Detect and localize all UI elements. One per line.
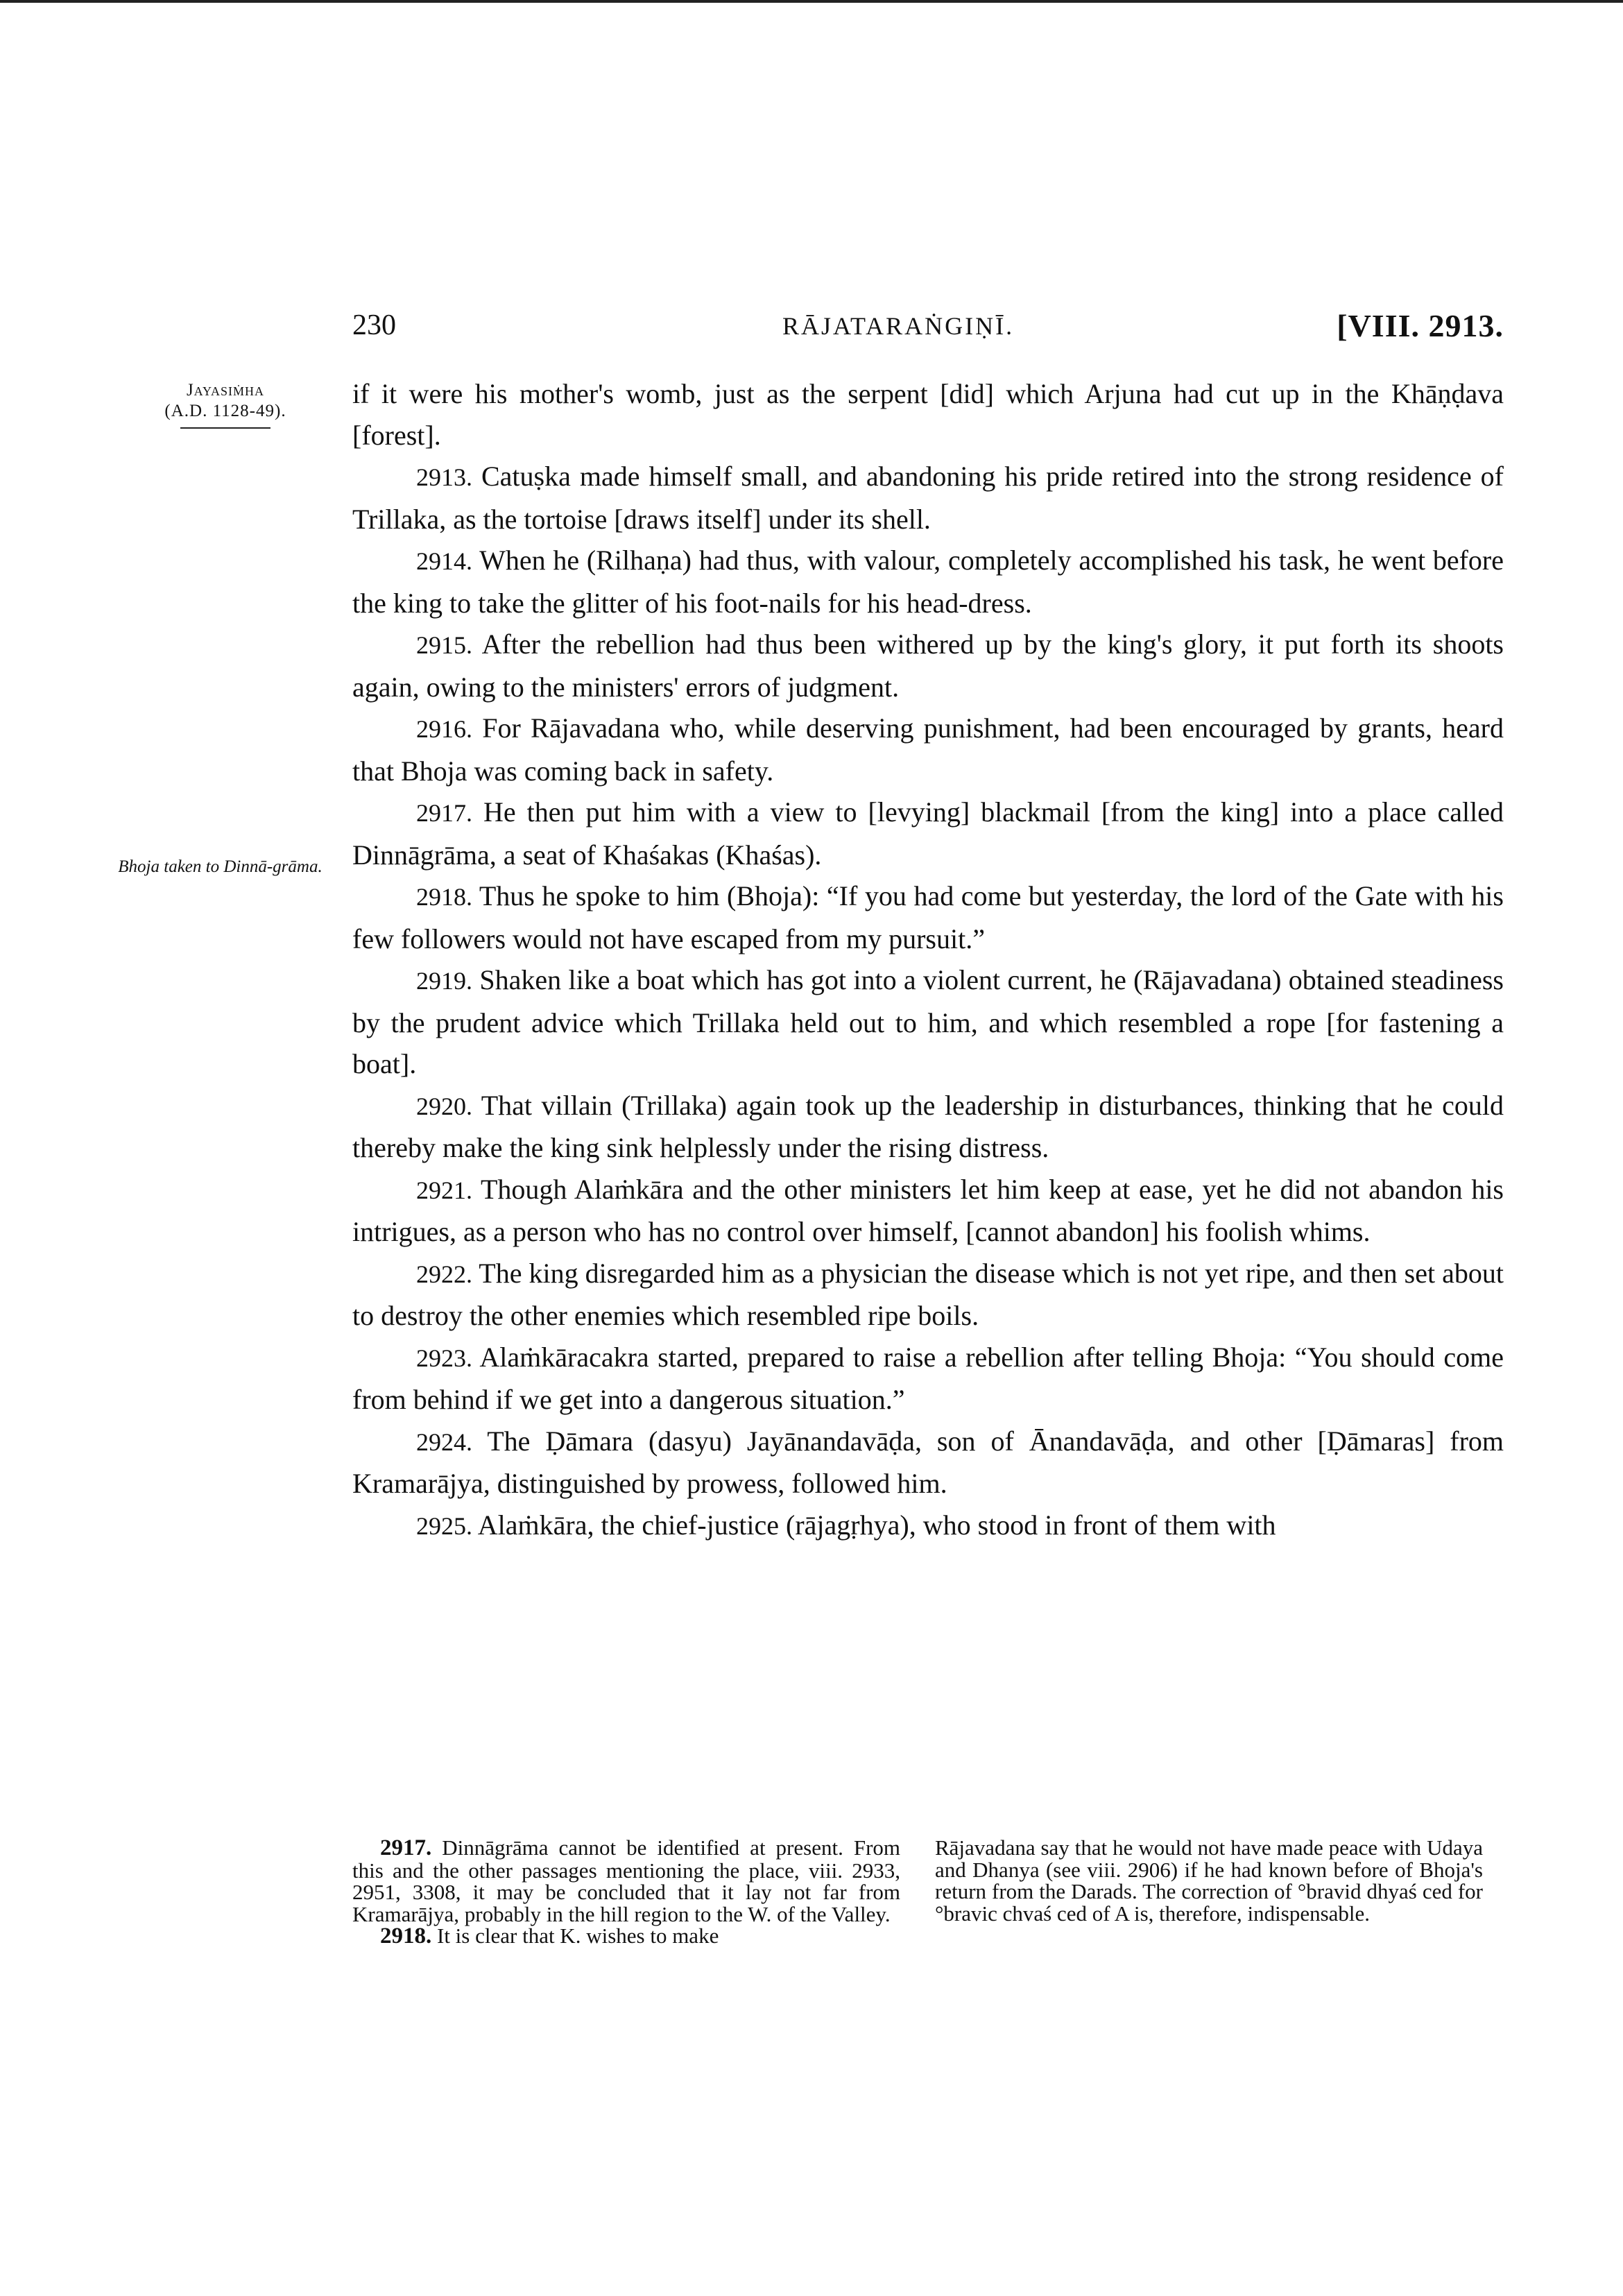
verse-2918 bbox=[352, 875, 1504, 959]
verse-text: That villain (Trillaka) again took up the leadership in disturbances, thinking that he could thereby make the king sink helplessly under the rising distress. bbox=[352, 1089, 1504, 1163]
verse-number: 2918. bbox=[416, 883, 472, 911]
verse-number: 2919. bbox=[416, 967, 472, 995]
verse-2924 bbox=[352, 1421, 1504, 1505]
footnote-number: 2917. bbox=[380, 1835, 432, 1860]
margin-rule bbox=[180, 427, 270, 429]
page-number: 230 bbox=[352, 309, 396, 341]
verse-reference: [VIII. 2913. bbox=[1337, 308, 1504, 343]
verse-number: 2917. bbox=[416, 799, 472, 827]
verse-2919 bbox=[352, 959, 1504, 1085]
verse-number: 2913. bbox=[416, 463, 472, 491]
verse-number: 2923. bbox=[416, 1344, 472, 1372]
verse-2917 bbox=[352, 791, 1504, 875]
running-title: RĀJATARAṄGIṆĪ. bbox=[782, 312, 1015, 340]
verse-text: Though Alaṁkāra and the other ministers let him keep at ease, yet he did not abandon his intrigues, as a person who has no control over himself, [cannot abandon] his foolish whims. bbox=[352, 1173, 1504, 1247]
verse-text: After the rebellion had thus been withered up by the king's glory, it put forth its shoots again, owing to the ministers' errors of judgment. bbox=[352, 628, 1504, 703]
verse-number: 2922. bbox=[416, 1260, 472, 1288]
footnote-2918 bbox=[352, 1925, 900, 1948]
verse-number: 2916. bbox=[416, 715, 472, 743]
verse-2920 bbox=[352, 1085, 1504, 1169]
verse-number: 2915. bbox=[416, 631, 472, 659]
verse-2922 bbox=[352, 1253, 1504, 1337]
verse-2914 bbox=[352, 540, 1504, 624]
verse-text: Thus he spoke to him (Bhoja): “If you had come but yesterday, the lord of the Gate with his few followers would not have escaped from my pursuit.” bbox=[352, 880, 1504, 954]
footnote-text: It is clear that K. wishes to make bbox=[437, 1924, 719, 1948]
footnote-text: Dinnāgrāma cannot be identified at present. From this and the other passages mentioning the place, viii. 2933, 2951, 3308, it may be concluded that it lay not far from Kramarājya, probably in the hill region to the W. of the Valley. bbox=[352, 1835, 901, 1926]
verse-2923 bbox=[352, 1337, 1504, 1421]
footnote-2918-continued: Rājavadana say that he would not have made peace with Udaya and Dhanya (see viii. 2906) if he had known before of Bhoja's return from the Darads. The correction of °bravid dhyaś ced for °bravic chvaś ced of A is, therefore, indispensable. bbox=[935, 1835, 1483, 1926]
footnote-number: 2918. bbox=[380, 1924, 432, 1948]
reign-name: Jayasiṁha bbox=[186, 381, 265, 400]
verse-2916 bbox=[352, 708, 1504, 791]
verse-text: Alaṁkāra, the chief-justice (rājagṛhya), who stood in front of them with bbox=[477, 1509, 1276, 1541]
verse-text: Catuṣka made himself small, and abandoning his pride retired into the strong residence of Trillaka, as the tortoise [draws itself] under its shell. bbox=[352, 461, 1504, 535]
footnote-2917 bbox=[352, 1837, 900, 1925]
verse-text: The king disregarded him as a physician the disease which is not yet ripe, and then set about to destroy the other enemies which resembled ripe boils. bbox=[352, 1257, 1504, 1331]
page-top-border bbox=[0, 0, 1623, 3]
margin-note-reign bbox=[132, 380, 319, 429]
verse-2921 bbox=[352, 1169, 1504, 1253]
verse-2915 bbox=[352, 624, 1504, 708]
verse-number: 2914. bbox=[416, 547, 472, 575]
verse-number: 2924. bbox=[416, 1428, 472, 1456]
verse-number: 2921. bbox=[416, 1176, 472, 1204]
verse-text: When he (Rilhaṇa) had thus, with valour, completely accomplished his task, he went before the king to take the glitter of his foot-nails for his head-dress. bbox=[352, 545, 1504, 619]
verse-text: For Rājavadana who, while deserving punishment, had been encouraged by grants, heard that Bhoja was coming back in safety. bbox=[352, 712, 1504, 787]
verse-text: He then put him with a view to [levying] blackmail [from the king] into a place called Dinnāgrāma, a seat of Khaśakas (Khaśas). bbox=[352, 796, 1504, 871]
footnote-column-right bbox=[935, 1837, 1483, 1924]
main-text bbox=[352, 373, 1504, 1547]
verse-text: Shaken like a boat which has got into a violent current, he (Rājavadana) obtained steadiness by the prudent advice which Trillaka held out to him, and which resembled a rope [for fastening a boat]. bbox=[352, 964, 1504, 1079]
reign-dates: (A.D. 1128-49). bbox=[164, 402, 286, 420]
verse-text: Alaṁkāracakra started, prepared to raise a rebellion after telling Bhoja: “You should come from behind if we get into a dangerous situation.” bbox=[352, 1341, 1504, 1415]
verse-text: The Ḍāmara (dasyu) Jayānandavāḍa, son of Ānandavāḍa, and other [Ḍāmaras] from Kramarājya, distinguished by prowess, followed him. bbox=[352, 1425, 1504, 1499]
paragraph-continuation: if it were his mother's womb, just as the serpent [did] which Arjuna had cut up in the Khāṇḍava [forest]. bbox=[352, 378, 1504, 451]
verse-number: 2920. bbox=[416, 1092, 472, 1120]
running-header bbox=[352, 309, 1504, 350]
verse-number: 2925. bbox=[416, 1511, 472, 1540]
footnote-column-left bbox=[352, 1837, 900, 1948]
verse-2913 bbox=[352, 456, 1504, 540]
margin-note-bhoja: Bhoja taken to Dinnā-grāma. bbox=[118, 857, 323, 876]
verse-2925 bbox=[352, 1505, 1504, 1548]
